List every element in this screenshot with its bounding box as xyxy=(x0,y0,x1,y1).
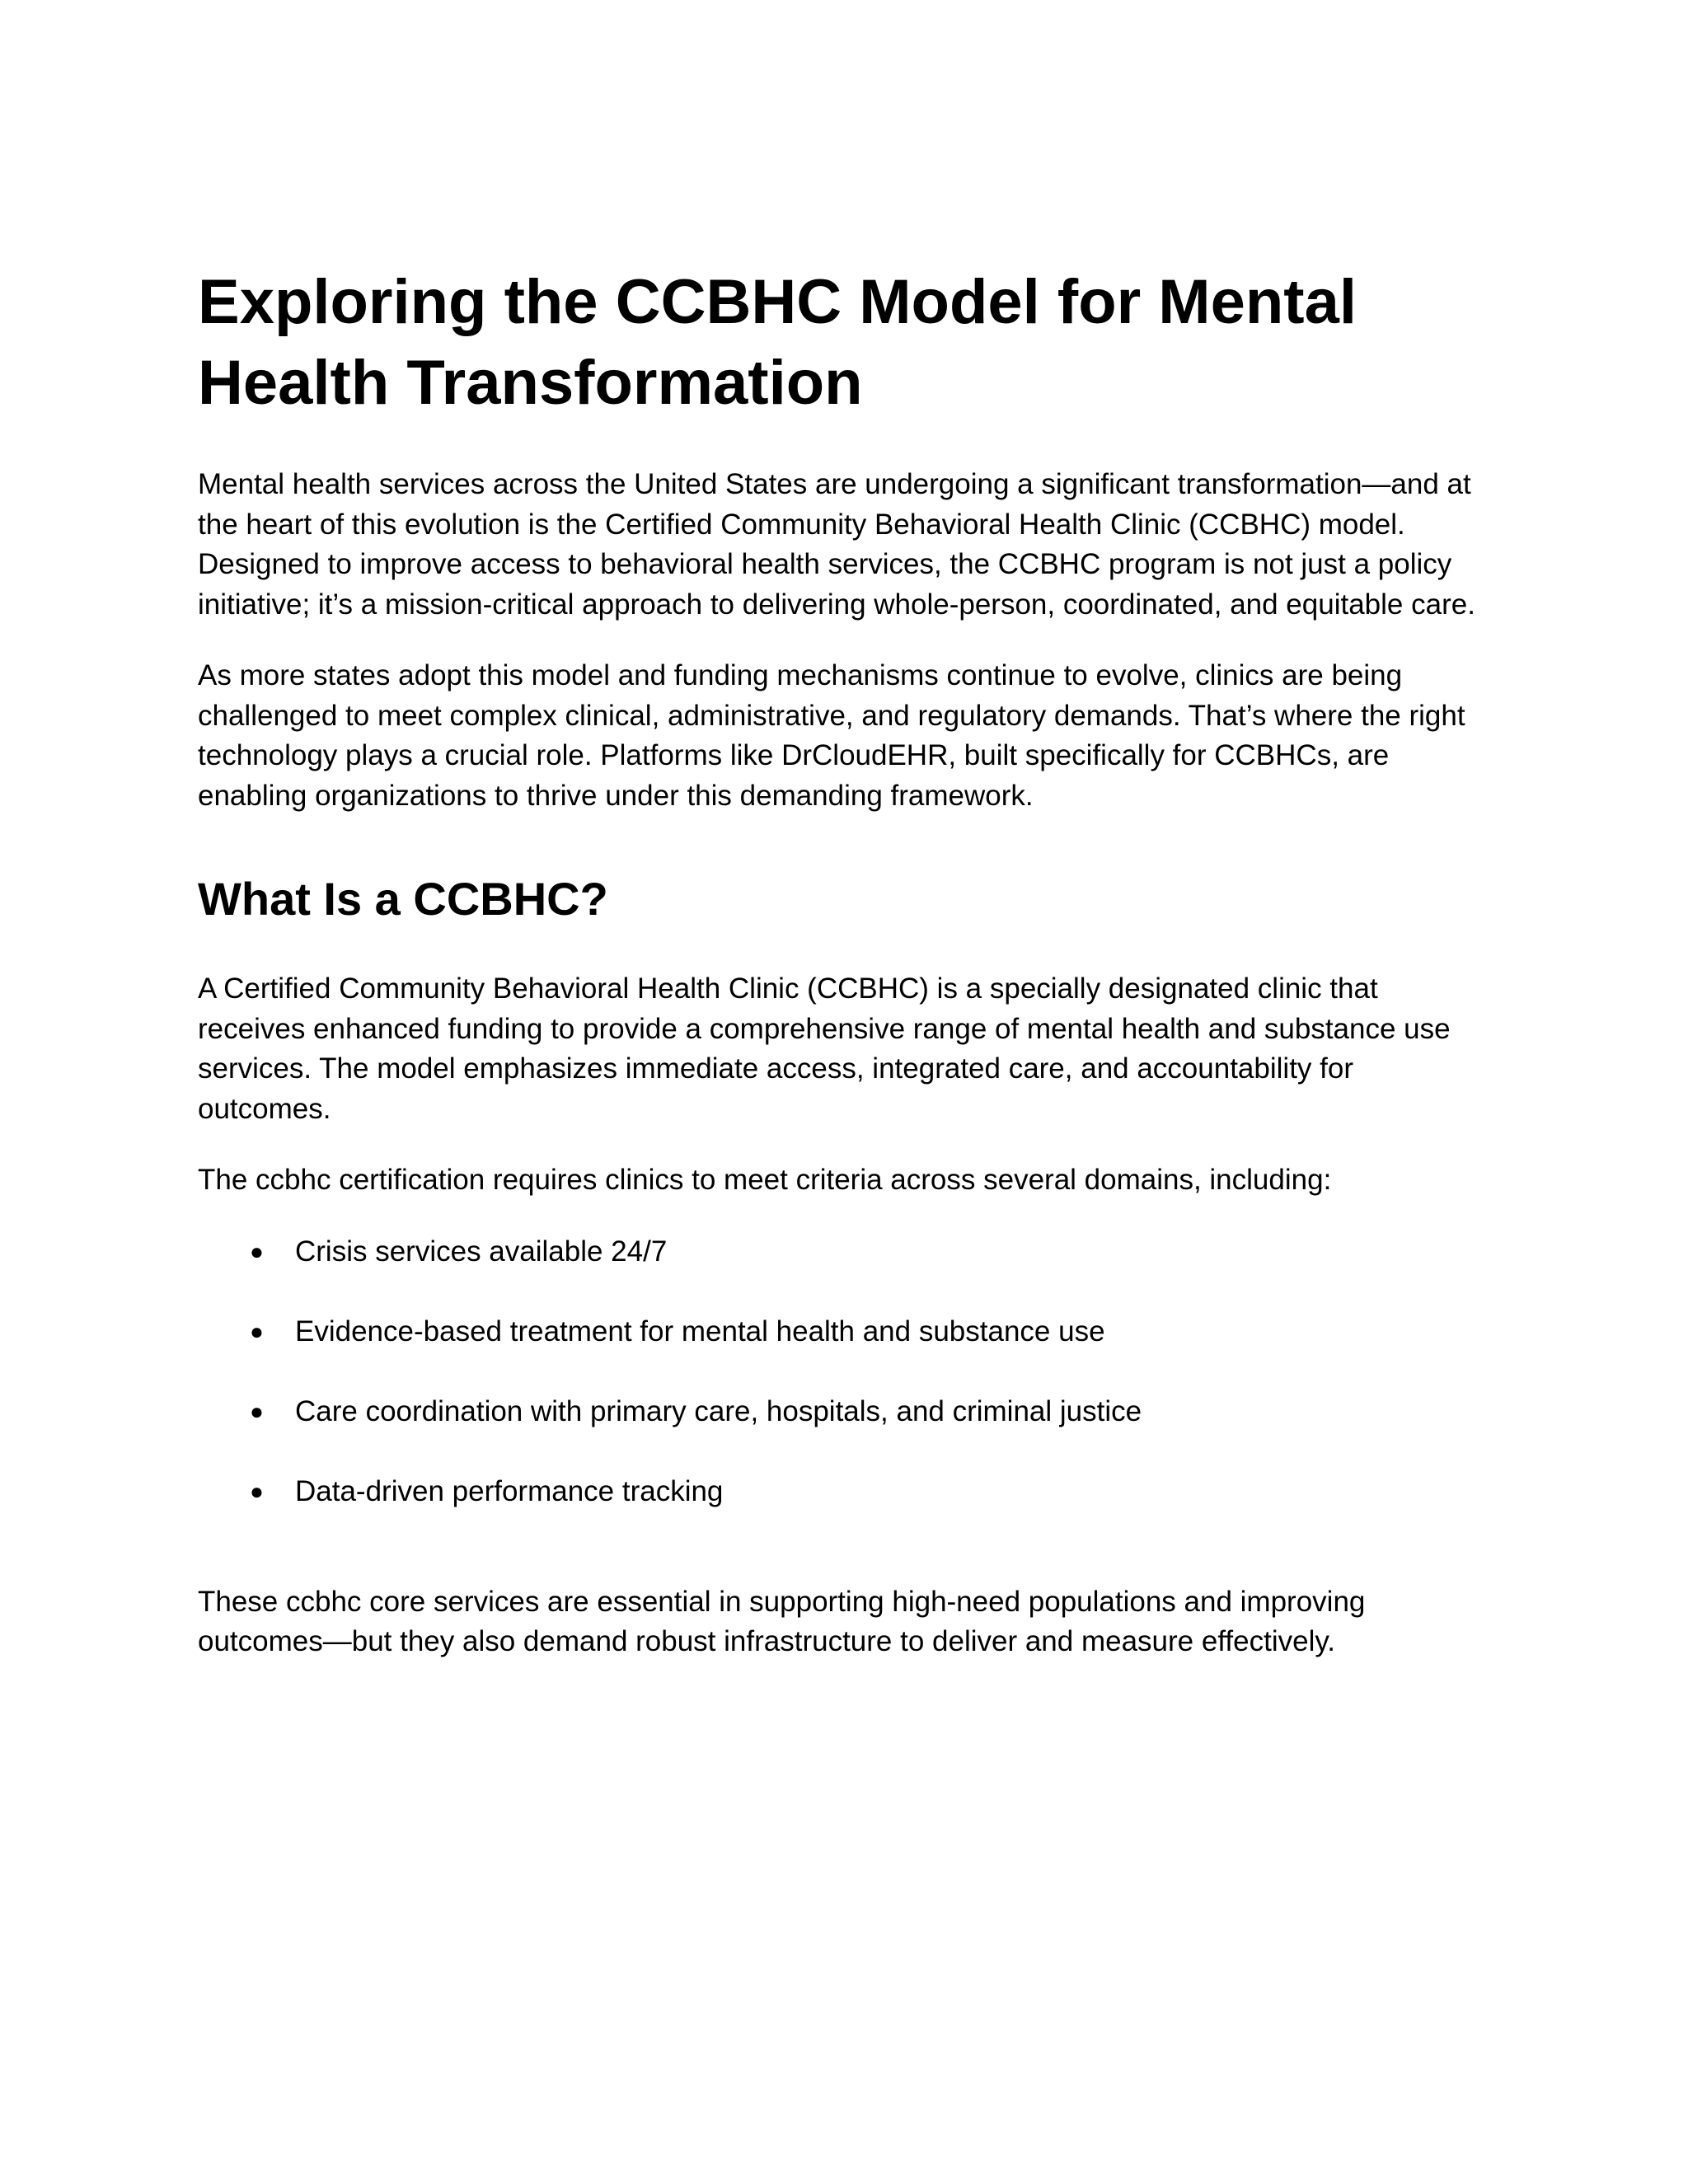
list-item xyxy=(198,1392,1492,1432)
list-item-text: Data-driven performance tracking xyxy=(295,1474,724,1507)
section-paragraph-2: The ccbhc certification requires clinics to meet criteria across several domains, including: xyxy=(198,1164,1332,1196)
list-item-text: Crisis services available 24/7 xyxy=(295,1235,668,1268)
bullet-icon: ● xyxy=(250,1238,264,1264)
list-item-text: Care coordination with primary care, hospitals, and criminal justice xyxy=(295,1394,1142,1427)
list-item xyxy=(198,1472,1492,1511)
criteria-list xyxy=(198,1232,1492,1511)
section-paragraph-1: A Certified Community Behavioral Health Clinic (CCBHC) is a specially designated clinic that receives enhanced funding to provide a comprehensive range of mental health and substance use services. The model emphasizes immediate access, integrated care, and accountability for outcomes. xyxy=(198,972,1451,1125)
bullet-icon: ● xyxy=(250,1318,264,1344)
section-heading: What Is a CCBHC? xyxy=(198,873,608,925)
document-title: Exploring the CCBHC Model for Mental Health Transformation xyxy=(198,267,1357,418)
closing-paragraph: These ccbhc core services are essential in supporting high-need populations and improving outcomes—but they also demand robust infrastructure to deliver and measure effectively. xyxy=(198,1585,1366,1657)
intro-paragraph-2: As more states adopt this model and funding mechanisms continue to evolve, clinics are being challenged to meet complex clinical, administrative, and regulatory demands. That’s where the right technology plays a crucial role. Platforms like DrCloudEHR, built specifically for CCBHCs, are enabling organizations to thrive under this demanding framework. xyxy=(198,659,1465,812)
list-item xyxy=(198,1232,1492,1272)
list-item xyxy=(198,1312,1492,1352)
list-item-text: Evidence-based treatment for mental health and substance use xyxy=(295,1315,1105,1347)
bullet-icon: ● xyxy=(250,1478,264,1504)
document-body xyxy=(198,262,1492,1662)
bullet-icon: ● xyxy=(250,1398,264,1424)
intro-paragraph-1: Mental health services across the United States are undergoing a significant transformation—and at the heart of this evolution is the Certified Community Behavioral Health Clinic (CCBHC) model. Designed to improve access to behavioral health services, the CCBHC program is not just a policy initiative; it’s a mission-critical approach to delivering whole-person, coordinated, and equitable care. xyxy=(198,468,1475,621)
